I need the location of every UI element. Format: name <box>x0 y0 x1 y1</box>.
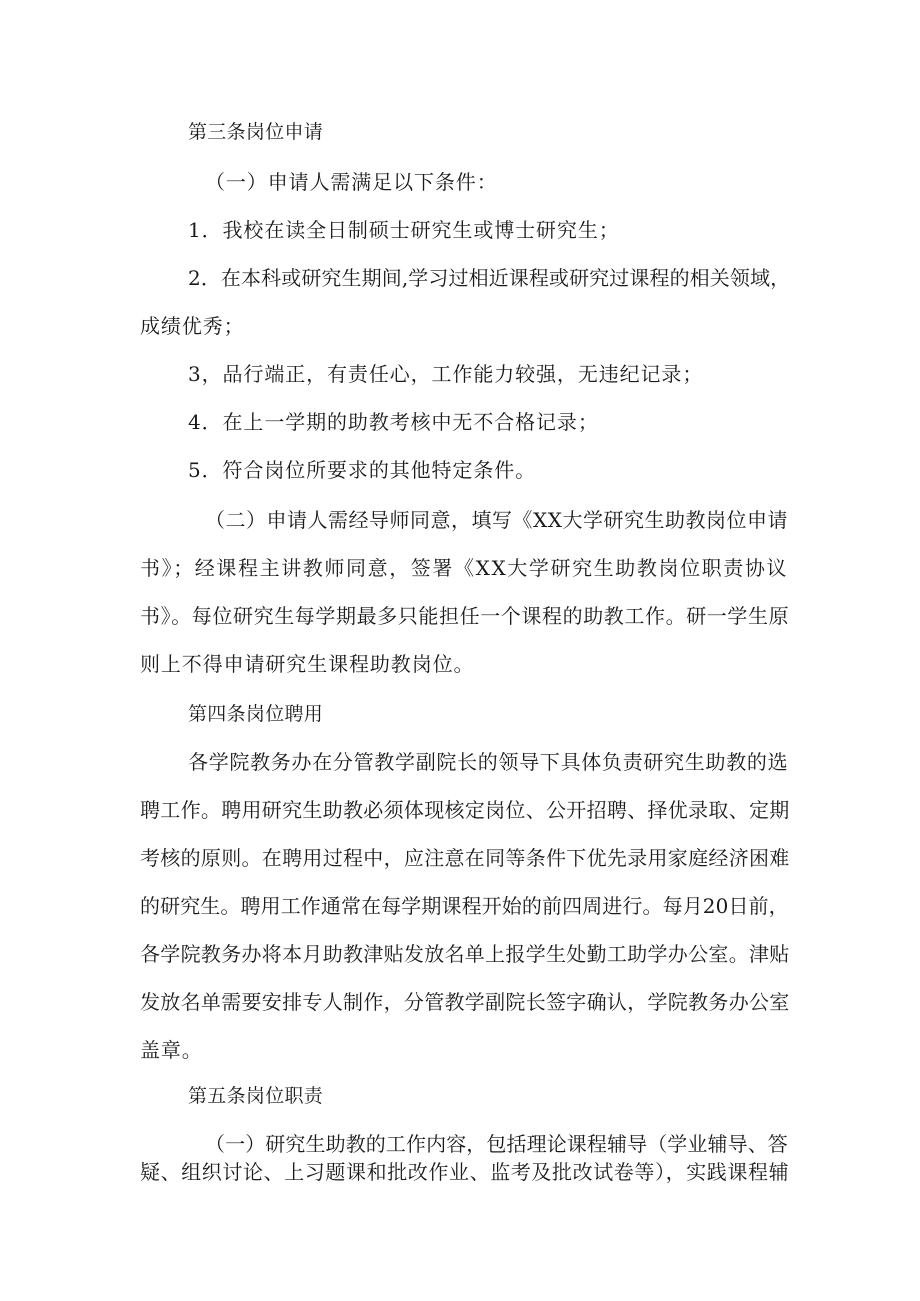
section-3-item-2-line-3: 书》。每位研究生每学期最多只能担任一个课程的助教工作。研一学生原 <box>140 604 790 628</box>
condition-5: 5．符合岗位所要求的其他特定条件。 <box>188 458 537 482</box>
condition-2-line-1: 2．在本科或研究生期间,学习过相近课程或研究过课程的相关领域， <box>188 266 791 290</box>
section-4-para-line-7: 盖章。 <box>140 1038 203 1062</box>
section-4-para-line-5: 各学院教务办将本月助教津贴发放名单上报学生处勤工助学办公室。津贴 <box>140 942 790 966</box>
section-3-heading: 第三条岗位申请 <box>188 121 324 143</box>
condition-1: 1．我校在读全日制硕士研究生或博士研究生； <box>188 218 620 242</box>
section-4-para-line-4: 的研究生。聘用工作通常在每学期课程开始的前四周进行。每月20日前， <box>140 894 789 918</box>
section-4-para-line-1: 各学院教务办在分管教学副院长的领导下具体负责研究生助教的选 <box>188 750 789 774</box>
condition-4: 4．在上一学期的助教考核中无不合格记录； <box>188 410 599 434</box>
section-3-item-2-line-1: （二）申请人需经导师同意，填写《XX大学研究生助教岗位申请 <box>205 508 788 532</box>
section-3-item-2-line-4: 则上不得申请研究生课程助教岗位。 <box>140 652 475 676</box>
section-5-heading: 第五条岗位职责 <box>188 1085 324 1107</box>
section-4-para-line-3: 考核的原则。在聘用过程中，应注意在同等条件下优先录用家庭经济困难 <box>140 846 790 870</box>
condition-2-line-2: 成绩优秀； <box>140 314 245 338</box>
condition-3: 3，品行端正，有责任心，工作能力较强，无违纪记录； <box>188 362 704 386</box>
section-4-para-line-6: 发放名单需要安排专人制作，分管教学副院长签字确认，学院教务办公室 <box>140 990 790 1014</box>
section-3-item-1-intro: （一）申请人需满足以下条件： <box>205 170 498 194</box>
section-3-item-2-line-2: 书》；经课程主讲教师同意，签署《XX大学研究生助教岗位职责协议 <box>140 556 789 580</box>
section-4-para-line-2: 聘工作。聘用研究生助教必须体现核定岗位、公开招聘、择优录取、定期 <box>140 798 790 822</box>
section-5-item-1-line-2: 疑、组织讨论、上习题课和批改作业、监考及批改试卷等），实践课程辅 <box>140 1160 790 1184</box>
section-5-item-1-line-1: （一）研究生助教的工作内容，包括理论课程辅导（学业辅导、答 <box>205 1132 788 1156</box>
section-4-heading: 第四条岗位聘用 <box>188 703 324 725</box>
